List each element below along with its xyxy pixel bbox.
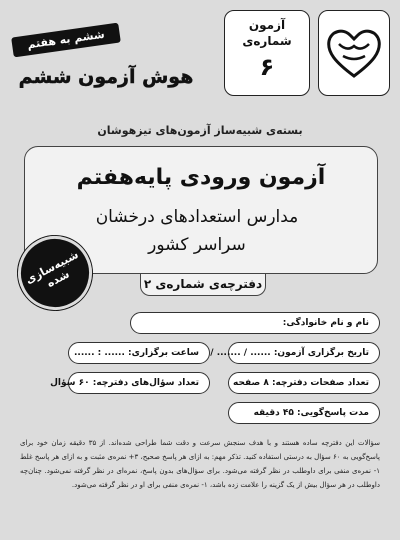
exam-time-field: ساعت برگزاری: ...... : ...... [68,342,210,364]
page-count-field: تعداد صفحات دفترچه: ۸ صفحه [228,372,380,394]
exam-number-box [224,10,310,96]
publisher-logo [318,10,390,96]
name-field: نام و نام خانوادگی: [130,312,380,334]
series-title: هوش آزمون ششم [18,66,194,88]
exam-number: ۶ [259,53,275,81]
instructions-paragraph: سؤالات این دفترچه ساده هستند و با هدف سنجش سرعت و دقت شما طراحی شده‌اند. از ۳۵ دقیقه زمان خود برای پاسخ‌گویی به ۶۰ سؤال به درستی استفاده کنید. تذکر مهم: به ازای هر پاسخ صحیح، ۳+ نمره‌ی مثبت و به ازای هر پاسخ غلط ۱- نمره‌ی منفی برای داوطلب در نظر گرفته می‌شود. برای سؤال‌های بدون پاسخ، نمره‌ای در نظر گرفته نمی‌شود. چنان‌چه داوطلب در هر سؤال بیش از یک گزینه را علامت زده باشد، ۱- نمره‌ی منفی برای او در نظر گرفته می‌شود. [20,439,380,489]
question-count-field: تعداد سؤال‌های دفترچه: ۶۰ سؤال [68,372,210,394]
package-line: بسته‌ی شبیه‌ساز آزمون‌های تیزهوشان [97,124,303,137]
simulated-stamp: شبیه‌سازی شده [5,223,105,323]
exam-date-field: تاریخ برگزاری آزمون: ...... / ....... / [228,342,380,364]
exam-label-line2: شماره‌ی [242,34,292,48]
heart-logo-icon [323,22,385,84]
subtitle-line2: سراسر کشور [148,235,246,255]
duration-field: مدت پاسخ‌گویی: ۴۵ دقیقه [228,402,380,424]
exam-label-line1: آزمون [248,18,286,32]
subtitle-line1: مدارس استعدادهای درخشان [95,207,299,227]
series-ribbon: ششم به هفتم [11,23,121,58]
main-title: آزمون ورودی پایه‌هفتم [76,165,326,190]
booklet-number-tab: دفترچه‌ی شماره‌ی ۲ [140,274,266,296]
